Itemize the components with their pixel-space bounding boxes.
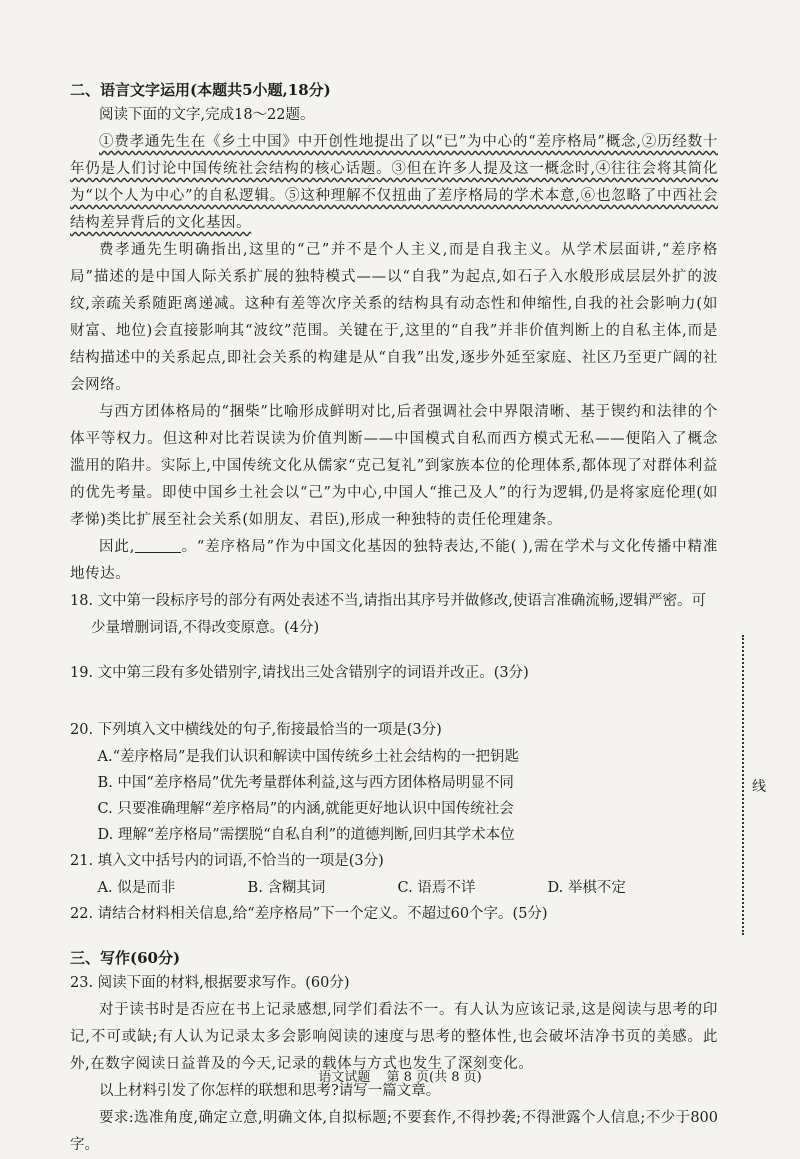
- passage-paragraph-3: 与西方团体格局的“捆柴”比喻形成鲜明对比,后者强调社会中界限清晰、基于锲约和法律的个体平等权力。但这种对比若误读为价值判断——中国模式自私而西方模式无私——便陷入了概念滥用的陷井。实际上,中国传统文化从儒家“克己复礼”到家族本位的伦理体系,都体现了对群体利益的优先考量。即使中国乡土社会以“己”为中心,中国人“推己及人”的行为逻辑,仍是将家庭伦理(如孝悌)类比扩展至社会关系(如朋友、君臣),形成一种独特的责任伦理建条。: [70, 404, 718, 528]
- q21-option-a: A. 似是而非: [97, 880, 176, 896]
- question-21: 21. 填入文中括号内的词语,不恰当的一项是(3分): [70, 853, 384, 869]
- q21-options: [98, 875, 718, 901]
- answer-blank: [135, 538, 181, 554]
- question-22: 22. 请结合材料相关信息,给“差序格局”下一个定义。不超过60个字。(5分): [70, 906, 548, 922]
- writing-requirements: 要求:选准角度,确定立意,明确文体,自拟标题;不要套作,不得抄袭;不得泄露个人信息;不少于800字。: [70, 1110, 718, 1153]
- passage-paragraph-1: ①费孝通先生在《乡土中国》中开创性地提出了以“已”为中心的“差序格局”概念,②历经数十年仍是人们讨论中国传统社会结构的核心话题。③但在许多人提及这一概念时,④往往会将其简化为“以个人为中心”的自私逻辑。⑤这种理解不仅扭曲了差序格局的学术本意,⑥也忽略了中西社会结构差异背后的文化基因。: [70, 134, 718, 231]
- passage-paragraph-2: 费孝通先生明确指出,这里的“己”并不是个人主义,而是自我主义。从学术层面讲,“差序格局”描述的是中国人际关系扩展的独特模式——以“自我”为起点,如石子入水般形成层层外扩的波纹,亲疏关系随距离递减。这种有差等次序关系的结构具有动态性和伸缩性,自我的社会影响力(如财富、地位)会直接影响其“波纹”范围。关键在于,这里的“自我”并非价值判断上的自私主体,而是结构描述中的关系起点,即社会关系的构建是从“自我”出发,逐步外延至家庭、社区乃至更广阔的社会网络。: [70, 242, 718, 393]
- question-23: 23. 阅读下面的材料,根据要求写作。(60分): [70, 975, 350, 991]
- q21-option-b: B. 含糊其词: [247, 880, 326, 896]
- footer-page-number: 第 8 页(共 8 页): [386, 1070, 482, 1085]
- reading-instruction: 阅读下面的文字,完成18～22题。: [99, 107, 315, 123]
- q20-option-c: C. 只要准确理解“差序格局”的内涵,就能更好地认识中国传统社会: [97, 801, 514, 817]
- q20-option-b: B. 中国“差序格局”优先考量群体利益,这与西方团体格局明显不同: [97, 775, 514, 791]
- binding-line-label: 线: [752, 779, 766, 795]
- footer-subject: 语文试题: [318, 1070, 371, 1085]
- section-3-title: 三、写作(60分): [70, 949, 181, 967]
- question-19: 19. 文中第三段有多处错别字,请找出三处含错别字的词语并改正。(3分): [70, 665, 529, 681]
- passage-paragraph-4: [70, 534, 718, 588]
- q20-option-a: A.“差序格局”是我们认识和解读中国传统乡土社会结构的一把钥匙: [97, 749, 519, 765]
- binding-dotted-line: [742, 635, 744, 935]
- section-2-title: 二、语言文字运用(本题共5小题,18分): [70, 81, 331, 99]
- page-footer: [0, 1066, 800, 1085]
- q21-option-c: C. 语焉不详: [397, 880, 476, 896]
- q21-option-d: D. 举棋不定: [547, 880, 626, 896]
- writing-material: 对于读书时是否应在书上记录感想,同学们看法不一。有人认为应该记录,这是阅读与思考的印记,不可或缺;有人认为记录太多会影响阅读的速度与思考的整体性,也会破坏洁净书页的美感。此外,在数字阅读日益普及的今天,记录的载体与方式也发生了深刻变化。: [70, 1002, 718, 1072]
- para4-lead: 因此,: [99, 539, 135, 555]
- q20-option-d: D. 理解“差序格局”需摆脱“自私自利”的道德判断,回归其学术本位: [97, 827, 515, 843]
- question-18: 18. 文中第一段标序号的部分有两处表述不当,请指出其序号并做修改,使语言准确流畅,逻辑严密。可少量增删词语,不得改变原意。(4分): [70, 593, 706, 636]
- para4-rest: 。“差序格局”作为中国文化基因的独特表达,不能( ),需在学术与文化传播中精准地传达。: [70, 539, 718, 582]
- writing-prompt: 以上材料引发了你怎样的联想和思考?请写一篇文章。: [99, 1083, 441, 1099]
- page-content: [70, 78, 718, 1159]
- question-20: 20. 下列填入文中横线处的句子,衔接最恰当的一项是(3分): [70, 722, 442, 738]
